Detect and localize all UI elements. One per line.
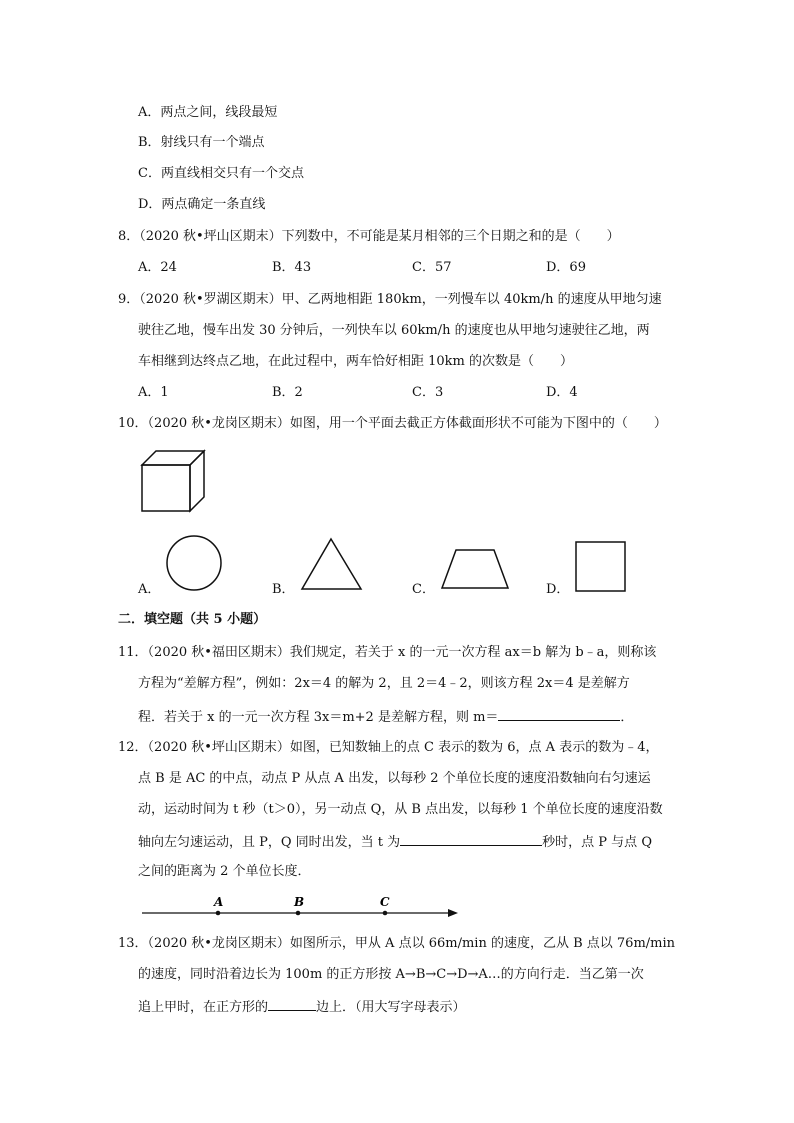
q7-option-d: D．两点确定一条直线 [138,197,266,212]
q11-line-3-end: ． [620,710,634,725]
q8-option-d: D．69 [546,260,586,275]
q12-answer-blank[interactable] [400,831,542,846]
q12-line-4-text: 轴向左匀速运动，且 P，Q 同时出发，当 t 为 [138,835,401,850]
cube-figure [140,448,210,518]
q13-line-3-end: 边上．（用大写字母表示） [316,1000,466,1015]
q13-line-1: 13．（2020 秋•龙岗区期末）如图所示，甲从 A 点以 66m/min 的速度，乙从 B 点以 76m/min [118,936,676,951]
section-heading-fill-in: 二．填空题（共 5 小题） [118,612,267,627]
circle-shape [164,535,224,595]
q10-option-a-label: A． [138,582,161,597]
number-line-arrow [448,909,458,917]
number-line-figure [140,894,470,928]
point-b-label: B [294,895,305,909]
q8-option-c: C．57 [412,260,452,275]
q9-option-b: B．2 [272,385,303,400]
trapezoid-shape [440,548,512,592]
q13-line-3-text: 追上甲时，在正方形的 [138,1000,269,1015]
q12-line-4 [138,831,652,853]
q7-option-c: C．两直线相交只有一个交点 [138,166,304,181]
q10-option-d-label: D． [546,582,570,597]
q13-line-3 [138,996,466,1018]
q12-line-3: 动，运动时间为 t 秒（t＞0），另一动点 Q，从 B 点出发，以每秒 1 个单位长度的速度沿数 [138,802,663,817]
point-c-dot [383,911,388,916]
q12-line-4-end: 秒时，点 P 与点 Q [542,835,652,850]
q12-line-5: 之间的距离为 2 个单位长度． [138,864,311,879]
q11-line-3 [138,706,633,728]
cube-side-face [190,451,204,511]
q11-answer-blank[interactable] [498,706,620,721]
q11-line-3-text: 程．若关于 x 的一元一次方程 3x＝m+2 是差解方程，则 m＝ [138,710,499,725]
q10-stem: 10．（2020 秋•龙岗区期末）如图，用一个平面去截正方体截面形状不可能为下图中的（ ） [118,416,667,431]
q8-option-a: A．24 [138,260,177,275]
q10-option-c-label: C． [412,582,435,597]
q13-answer-blank[interactable] [268,996,316,1011]
q12-line-1: 12．（2020 秋•坪山区期末）如图，已知数轴上的点 C 表示的数为 6，点 A 表示的数为﹣4， [118,740,659,755]
q7-option-b: B．射线只有一个端点 [138,135,265,150]
q10-option-b-label: B． [272,582,295,597]
q9-option-d: D．4 [546,385,578,400]
q7-option-a: A．两点之间，线段最短 [138,105,278,120]
point-a-dot [216,911,221,916]
q9-line-3: 车相继到达终点乙地，在此过程中，两车恰好相距 10km 的次数是（ ） [138,354,574,369]
q9-line-2: 驶往乙地，慢车出发 30 分钟后，一列快车以 60km/h 的速度也从甲地匀速驶往乙地，两 [138,323,650,338]
q8-option-b: B．43 [272,260,312,275]
point-c-label: C [380,895,390,909]
point-a-label: A [214,895,224,909]
triangle-shape [300,537,364,593]
q9-option-c: C．3 [412,385,444,400]
q9-line-1: 9．（2020 秋•罗湖区期末）甲、乙两地相距 180km，一列慢车以 40km/h 的速度从甲地匀速 [118,292,662,307]
q8-stem: 8．（2020 秋•坪山区期末）下列数中，不可能是某月相邻的三个日期之和的是（ ） [118,229,620,244]
q13-line-2: 的速度，同时沿着边长为 100m 的正方形按 A→B→C→D→A…的方向行走．当乙第一次 [138,967,644,982]
cube-top-face [142,451,204,465]
cube-front-face [142,465,190,511]
square-shape [574,540,628,594]
q11-line-2: 方程为“差解方程”，例如：2x＝4 的解为 2，且 2＝4﹣2，则该方程 2x＝4 是差解方 [138,676,630,691]
point-b-dot [296,911,301,916]
q9-option-a: A．1 [138,385,169,400]
q12-line-2: 点 B 是 AC 的中点，动点 P 从点 A 出发，以每秒 2 个单位长度的速度沿数轴向右匀速运 [138,771,651,786]
q11-line-1: 11．（2020 秋•福田区期末）我们规定，若关于 x 的一元一次方程 ax＝b 解为 b﹣a，则称该 [118,645,657,660]
